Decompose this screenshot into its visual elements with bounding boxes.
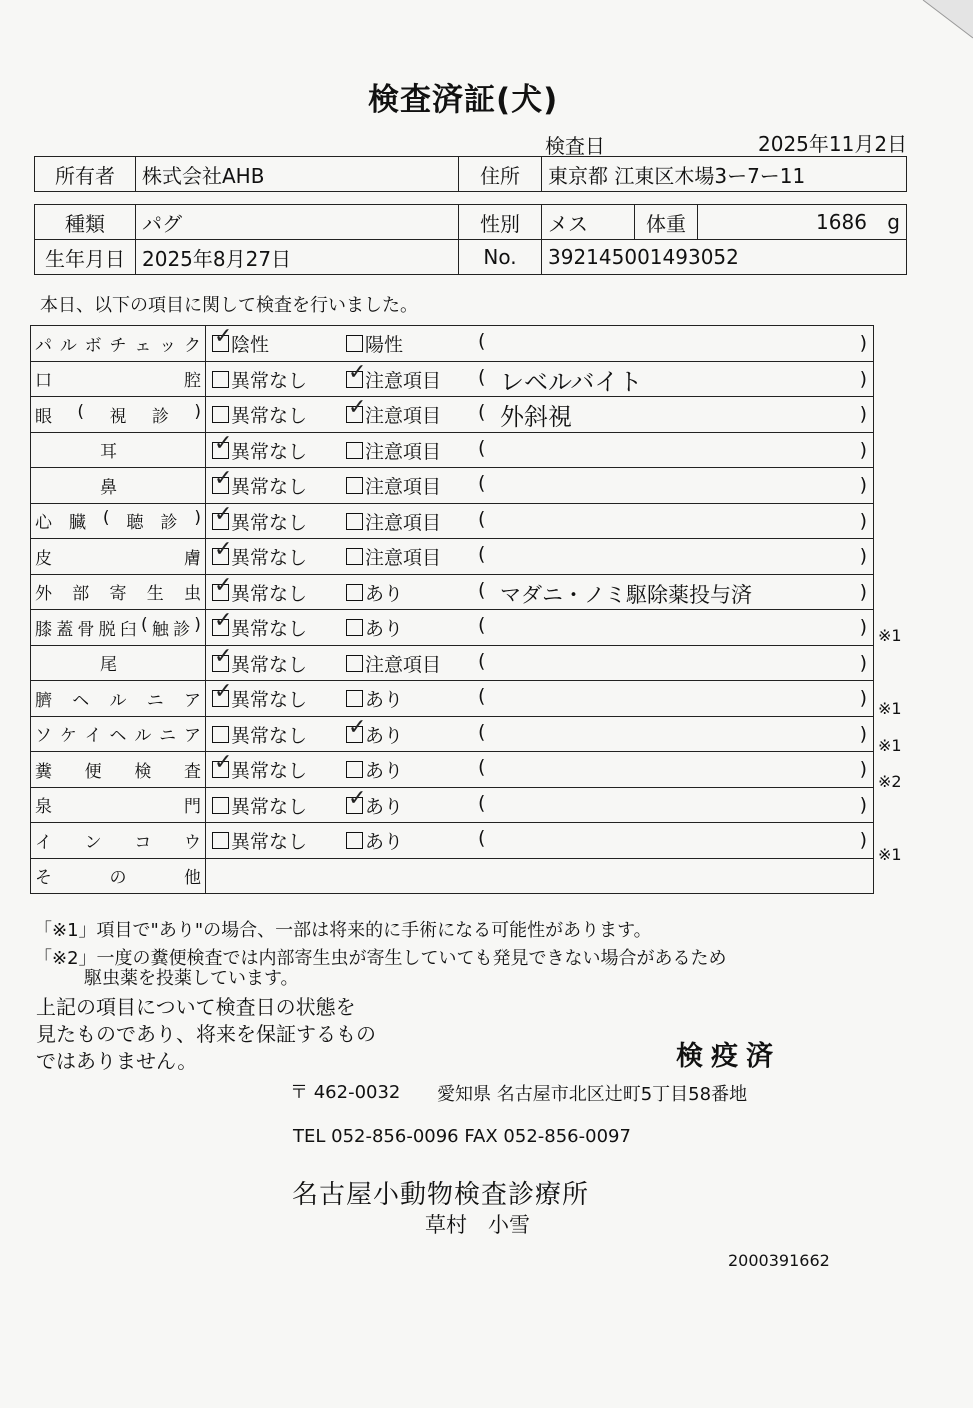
owner-value: 株式会社AHB xyxy=(136,157,459,192)
option-normal[interactable] xyxy=(212,472,307,499)
owner-address: 東京都 江東区木場3ー7ー11 xyxy=(542,157,907,192)
item-name-char: ) xyxy=(194,614,201,635)
item-name-char: ボ xyxy=(84,335,102,356)
item-name-char: イ xyxy=(84,726,102,747)
clinic-address: 愛知県 名古屋市北区辻町5丁目58番地 xyxy=(437,1084,748,1105)
option-normal[interactable] xyxy=(212,437,307,464)
option-label: 陽性 xyxy=(365,334,404,356)
option-normal[interactable] xyxy=(212,685,307,712)
inspection-item-name xyxy=(31,361,206,397)
inspection-result xyxy=(206,716,874,752)
item-name-text xyxy=(35,437,201,462)
item-name-char: ヘ xyxy=(109,726,127,747)
remark-close-paren: ) xyxy=(859,367,867,390)
item-name-text xyxy=(35,402,201,427)
item-name-text xyxy=(35,757,201,782)
item-name-char: 膚 xyxy=(184,548,201,569)
exam-date: 2025年11月2日 xyxy=(758,132,908,156)
remark-open-paren: ( xyxy=(478,401,486,423)
owner-table xyxy=(34,156,907,192)
checkbox-icon[interactable] xyxy=(212,442,229,459)
checkbox-icon[interactable] xyxy=(212,548,229,565)
inspection-item-name xyxy=(31,716,206,752)
item-name-char: 便 xyxy=(84,761,102,782)
option-normal[interactable] xyxy=(212,614,307,641)
checkbox-icon[interactable] xyxy=(346,797,363,814)
checkbox-icon[interactable] xyxy=(346,619,363,636)
remark-open-paren: ( xyxy=(478,791,486,814)
inspection-row-other xyxy=(31,858,874,894)
inspection-item-name xyxy=(31,787,206,823)
inspection-result xyxy=(206,326,874,362)
option-label: 異常なし xyxy=(231,405,308,427)
option-abnormal[interactable] xyxy=(346,330,403,357)
option-label: 異常なし xyxy=(231,653,308,676)
option-normal[interactable] xyxy=(212,330,269,357)
option-abnormal[interactable] xyxy=(346,437,441,464)
remark-open-paren: ( xyxy=(478,436,486,459)
item-name-char: イ xyxy=(35,832,52,853)
inspection-row xyxy=(31,361,874,397)
option-abnormal[interactable] xyxy=(346,792,403,819)
option-abnormal[interactable] xyxy=(346,827,403,854)
footnote-mark: ※1 xyxy=(878,735,902,755)
item-name-char: ル xyxy=(59,335,77,356)
item-name-text xyxy=(35,366,201,391)
item-name-char: 泉 xyxy=(35,797,52,818)
inspection-item-name xyxy=(31,752,206,788)
item-name-char: 門 xyxy=(184,797,201,818)
inspection-row xyxy=(31,397,874,433)
item-name-char: 膝 xyxy=(35,619,52,640)
inspection-row xyxy=(31,503,874,539)
item-name-text xyxy=(35,615,201,640)
inspection-result xyxy=(206,361,874,397)
inspection-result xyxy=(206,645,874,681)
item-name-char: 虫 xyxy=(184,584,201,605)
option-normal[interactable] xyxy=(212,792,307,819)
checkbox-icon[interactable] xyxy=(346,832,363,849)
item-name-char: 脱 xyxy=(98,619,116,640)
option-normal[interactable] xyxy=(212,508,307,535)
footnote-mark: ※1 xyxy=(878,699,902,718)
inspection-result xyxy=(206,787,874,823)
footnote-1: 「※1」項目で"あり"の場合、一部は将来的に手術になる可能性があります。 xyxy=(34,920,652,941)
remark-open-paren: ( xyxy=(478,756,486,778)
option-label: 異常なし xyxy=(231,547,308,569)
item-name-char: コ xyxy=(134,832,152,853)
inspection-item-name xyxy=(31,823,206,859)
item-name-char: 生 xyxy=(146,584,164,605)
remark-close-paren: ) xyxy=(859,545,867,567)
option-normal[interactable] xyxy=(212,366,307,393)
inspection-row xyxy=(31,539,874,575)
inspection-row xyxy=(31,574,874,610)
option-abnormal[interactable] xyxy=(346,579,403,606)
item-name-char: 臼 xyxy=(119,619,137,640)
item-name-char: 他 xyxy=(184,868,201,889)
item-name-char: そ xyxy=(35,868,52,889)
item-name-char: 部 xyxy=(72,584,90,605)
inspection-result xyxy=(206,823,874,859)
item-name-char: 皮 xyxy=(35,548,52,569)
option-label: 注意項目 xyxy=(365,440,442,463)
inspection-item-name xyxy=(31,539,206,575)
weight-unit: g xyxy=(887,210,900,234)
checkbox-icon[interactable] xyxy=(346,655,363,672)
option-abnormal[interactable] xyxy=(346,543,441,570)
remark-close-paren: ) xyxy=(859,438,867,461)
item-name-char: チ xyxy=(109,335,127,356)
checkbox-icon[interactable] xyxy=(212,726,229,743)
item-name-char: 臓 xyxy=(68,513,86,534)
inspection-row xyxy=(31,823,874,859)
remark-close-paren: ) xyxy=(859,722,867,745)
option-abnormal[interactable] xyxy=(346,721,403,748)
item-name-text xyxy=(35,828,201,853)
inspection-item-name xyxy=(31,503,206,539)
item-name-char: ニ xyxy=(146,690,164,711)
quarantine-stamp: 検疫済 xyxy=(676,1041,781,1072)
item-name-char: 診 xyxy=(173,619,191,640)
checkbox-icon[interactable] xyxy=(346,548,363,565)
option-label: 注意項目 xyxy=(365,405,442,427)
item-name-char: 寄 xyxy=(109,584,127,605)
inspection-result xyxy=(206,681,874,717)
option-normal[interactable] xyxy=(212,579,307,606)
option-normal[interactable] xyxy=(212,721,307,748)
footnote-mark: ※2 xyxy=(878,772,902,792)
item-name-char: 診 xyxy=(160,513,178,534)
checkbox-icon[interactable] xyxy=(346,584,363,601)
inspection-row xyxy=(31,645,874,681)
item-name-char: 糞 xyxy=(35,761,52,782)
item-name-char: ニ xyxy=(159,726,177,747)
birth-value: 2025年8月27日 xyxy=(136,240,459,275)
inspection-item-name xyxy=(31,645,206,681)
remark-close-paren: ) xyxy=(859,651,867,674)
inspection-item-name xyxy=(31,574,206,610)
sex-label: 性別 xyxy=(459,205,542,240)
item-name-char: 臍 xyxy=(35,690,52,711)
item-name-char: ル xyxy=(134,726,152,747)
checkbox-icon[interactable] xyxy=(212,619,229,636)
option-label: あり xyxy=(365,618,404,640)
inspection-row xyxy=(31,716,874,752)
option-label: 異常なし xyxy=(231,369,308,392)
option-normal[interactable] xyxy=(212,401,307,428)
option-abnormal[interactable] xyxy=(346,685,403,712)
weight-value: 1686 xyxy=(816,210,867,234)
option-label: 異常なし xyxy=(231,582,308,605)
item-name-char: 眼 xyxy=(35,406,52,427)
owner-label: 所有者 xyxy=(35,157,136,192)
checkbox-icon[interactable] xyxy=(346,371,363,388)
item-name-text xyxy=(35,508,201,533)
checkbox-icon[interactable] xyxy=(346,726,363,743)
no-label: No. xyxy=(459,240,542,275)
tel-fax: TEL 052-856-0096 FAX 052-856-0097 xyxy=(293,1126,631,1147)
remark-text: マダニ・ノミ駆除薬投与済 xyxy=(500,582,752,607)
remark-open-paren: ( xyxy=(478,365,486,388)
checkbox-icon[interactable] xyxy=(212,761,229,778)
checkbox-icon[interactable] xyxy=(346,442,363,459)
option-abnormal[interactable] xyxy=(346,756,403,783)
option-normal[interactable] xyxy=(212,543,307,570)
item-name-text xyxy=(35,686,201,711)
vet-name: 草村 小雪 xyxy=(425,1213,530,1237)
item-name-char: 心 xyxy=(35,513,52,534)
option-label: あり xyxy=(365,724,404,747)
inspection-row xyxy=(31,326,874,362)
remark-close-paren: ) xyxy=(859,793,867,816)
remark-close-paren: ) xyxy=(859,758,867,780)
item-name-char: 口 xyxy=(35,371,52,392)
item-name-char: 骨 xyxy=(77,619,95,640)
remark-close-paren: ) xyxy=(859,687,867,709)
option-label: 注意項目 xyxy=(365,476,442,498)
checkbox-icon[interactable] xyxy=(212,655,229,672)
checkbox-icon[interactable] xyxy=(346,761,363,778)
document-code: 2000391662 xyxy=(728,1251,830,1270)
item-name-char: ( xyxy=(77,401,85,422)
page-corner-fold xyxy=(913,0,973,50)
item-name-text xyxy=(35,721,201,746)
option-abnormal[interactable] xyxy=(346,650,441,677)
option-label: 異常なし xyxy=(231,618,308,640)
dog-table xyxy=(34,204,907,275)
inspection-item-name xyxy=(31,397,206,433)
other-label xyxy=(35,863,201,888)
sex-value: メス xyxy=(542,205,635,240)
inspection-result xyxy=(206,503,874,539)
weight-cell xyxy=(698,205,907,240)
inspection-result xyxy=(206,574,874,610)
checkbox-icon[interactable] xyxy=(346,513,363,530)
item-name-char: ) xyxy=(194,508,201,529)
item-name-char: パ xyxy=(35,335,52,356)
item-name-char: 触 xyxy=(151,619,169,640)
option-label: 注意項目 xyxy=(365,511,442,534)
checkbox-icon[interactable] xyxy=(212,335,229,352)
checkbox-icon[interactable] xyxy=(346,690,363,707)
item-name-char: ア xyxy=(184,690,201,711)
document-title: 検査済証(犬) xyxy=(368,82,559,118)
remark-open-paren: ( xyxy=(478,330,486,352)
birth-label: 生年月日 xyxy=(35,240,136,275)
remark-text: レベルバイト xyxy=(500,367,643,396)
checkbox-icon[interactable] xyxy=(346,477,363,494)
item-name-char: ケ xyxy=(59,726,77,747)
option-label: あり xyxy=(365,760,404,782)
inspection-result xyxy=(206,432,874,468)
other-value[interactable] xyxy=(206,858,874,894)
inspection-item-name xyxy=(31,681,206,717)
remark-open-paren: ( xyxy=(478,614,486,636)
item-name-char: 外 xyxy=(35,584,52,605)
address-label: 住所 xyxy=(459,157,542,192)
option-label: 異常なし xyxy=(231,476,308,498)
item-name-char: 検 xyxy=(134,761,152,782)
option-label: あり xyxy=(365,582,404,605)
option-abnormal[interactable] xyxy=(346,401,441,428)
item-name-text xyxy=(35,792,201,817)
checkbox-icon[interactable] xyxy=(346,406,363,423)
option-label: 注意項目 xyxy=(365,369,442,392)
option-label: 異常なし xyxy=(231,440,308,463)
item-name-char: 耳 xyxy=(100,442,117,463)
item-name-text xyxy=(35,544,201,569)
inspection-table xyxy=(30,325,874,894)
inspection-result xyxy=(206,610,874,646)
item-name-char: ン xyxy=(84,832,102,853)
inspection-item-name xyxy=(31,326,206,362)
option-label: 陰性 xyxy=(231,334,270,356)
item-name-char: ル xyxy=(109,690,127,711)
remark-close-paren: ) xyxy=(859,474,867,496)
disclaimer xyxy=(36,994,376,1075)
remark-open-paren: ( xyxy=(478,720,486,743)
item-name-char: ウ xyxy=(183,832,201,853)
breed-label: 種類 xyxy=(35,205,136,240)
inspection-result xyxy=(206,397,874,433)
item-name-text xyxy=(35,331,201,356)
remark-open-paren: ( xyxy=(478,472,486,494)
remark-text: 外斜視 xyxy=(500,403,572,431)
footnote-mark: ※1 xyxy=(878,625,902,645)
item-name-text xyxy=(35,650,201,675)
inspection-result xyxy=(206,468,874,504)
option-normal[interactable] xyxy=(212,827,307,854)
inspection-row xyxy=(31,432,874,468)
item-name-char: ア xyxy=(183,726,201,747)
option-label: 注意項目 xyxy=(365,547,442,569)
option-normal[interactable] xyxy=(212,650,307,677)
inspection-row xyxy=(31,468,874,504)
item-name-char: ヘ xyxy=(72,690,90,711)
checkbox-icon[interactable] xyxy=(212,477,229,494)
remark-close-paren: ) xyxy=(859,580,867,603)
disclaimer-line-3: ではありません。 xyxy=(36,1049,198,1073)
inspection-item-name xyxy=(31,432,206,468)
item-name-char: 査 xyxy=(183,761,201,782)
option-label: 異常なし xyxy=(231,760,308,782)
item-name-char: 鼻 xyxy=(100,477,117,498)
checkbox-icon[interactable] xyxy=(212,797,229,814)
inspection-row xyxy=(31,752,874,788)
inspection-result xyxy=(206,539,874,575)
item-name-char: ( xyxy=(141,614,148,635)
item-name-char: ソ xyxy=(35,726,52,747)
item-name-text xyxy=(35,579,201,604)
checkbox-icon[interactable] xyxy=(212,584,229,601)
exam-date-label: 検査日 xyxy=(545,134,605,158)
inspection-item-name xyxy=(31,610,206,646)
footnote-2b: 駆虫薬を投薬しています。 xyxy=(84,968,299,989)
item-name-char: 聴 xyxy=(126,513,144,534)
remark-open-paren: ( xyxy=(478,578,486,601)
remark-open-paren: ( xyxy=(478,649,486,672)
option-abnormal[interactable] xyxy=(346,508,441,535)
inspection-item-name xyxy=(31,468,206,504)
option-label: 異常なし xyxy=(231,795,308,818)
item-name-char: 視 xyxy=(109,406,127,427)
checkbox-icon[interactable] xyxy=(212,690,229,707)
microchip-number: 392145001493052 xyxy=(542,240,907,275)
footnote-2a: 「※2」一度の糞便検査では内部寄生虫が寄生していても発見できない場合があるため xyxy=(34,948,727,969)
option-label: 異常なし xyxy=(231,724,308,747)
checkbox-icon[interactable] xyxy=(212,371,229,388)
item-name-text xyxy=(35,473,201,498)
option-abnormal[interactable] xyxy=(346,366,441,393)
inspection-result xyxy=(206,752,874,788)
inspection-row xyxy=(31,681,874,717)
postal-code: 〒 462-0032 xyxy=(290,1082,401,1103)
remark-close-paren: ) xyxy=(859,403,867,425)
item-name-char: の xyxy=(109,868,127,889)
item-name-char: ェ xyxy=(134,335,152,356)
footnote-mark: ※1 xyxy=(878,845,902,865)
item-name-char: 診 xyxy=(151,406,169,427)
other-label-cell xyxy=(31,858,206,894)
checkbox-icon[interactable] xyxy=(212,832,229,849)
item-name-char: ) xyxy=(194,401,201,422)
remark-close-paren: ) xyxy=(859,616,867,638)
remark-open-paren: ( xyxy=(478,543,486,565)
option-label: 異常なし xyxy=(231,511,308,534)
item-name-char: ( xyxy=(102,508,110,529)
intro-text: 本日、以下の項目に関して検査を行いました。 xyxy=(40,295,418,316)
option-abnormal[interactable] xyxy=(346,472,441,499)
option-normal[interactable] xyxy=(212,756,307,783)
item-name-char: 腔 xyxy=(184,371,201,392)
option-label: 注意項目 xyxy=(365,653,442,676)
option-label: あり xyxy=(365,795,404,818)
option-abnormal[interactable] xyxy=(346,614,403,641)
checkbox-icon[interactable] xyxy=(212,406,229,423)
item-name-char: ッ xyxy=(159,335,177,356)
breed-value: パグ xyxy=(136,205,459,240)
remark-open-paren: ( xyxy=(478,507,486,530)
weight-label: 体重 xyxy=(635,205,698,240)
remark-open-paren: ( xyxy=(478,685,486,707)
remark-close-paren: ) xyxy=(859,509,867,532)
disclaimer-line-1: 上記の項目について検査日の状態を xyxy=(36,995,356,1019)
remark-close-paren: ) xyxy=(859,829,867,851)
item-name-char: 尾 xyxy=(100,655,117,676)
option-label: 異常なし xyxy=(231,689,308,711)
disclaimer-line-2: 見たものであり、将来を保証するもの xyxy=(36,1022,376,1046)
checkbox-icon[interactable] xyxy=(346,335,363,352)
checkbox-icon[interactable] xyxy=(212,513,229,530)
inspection-row xyxy=(31,787,874,823)
option-label: あり xyxy=(365,831,404,853)
option-label: あり xyxy=(365,689,404,711)
item-name-char: 蓋 xyxy=(56,619,74,640)
clinic-name: 名古屋小動物検査診療所 xyxy=(292,1180,590,1210)
remark-close-paren: ) xyxy=(859,332,867,354)
inspection-row xyxy=(31,610,874,646)
remark-open-paren: ( xyxy=(478,827,486,849)
option-label: 異常なし xyxy=(231,831,308,853)
item-name-char: ク xyxy=(183,335,201,356)
